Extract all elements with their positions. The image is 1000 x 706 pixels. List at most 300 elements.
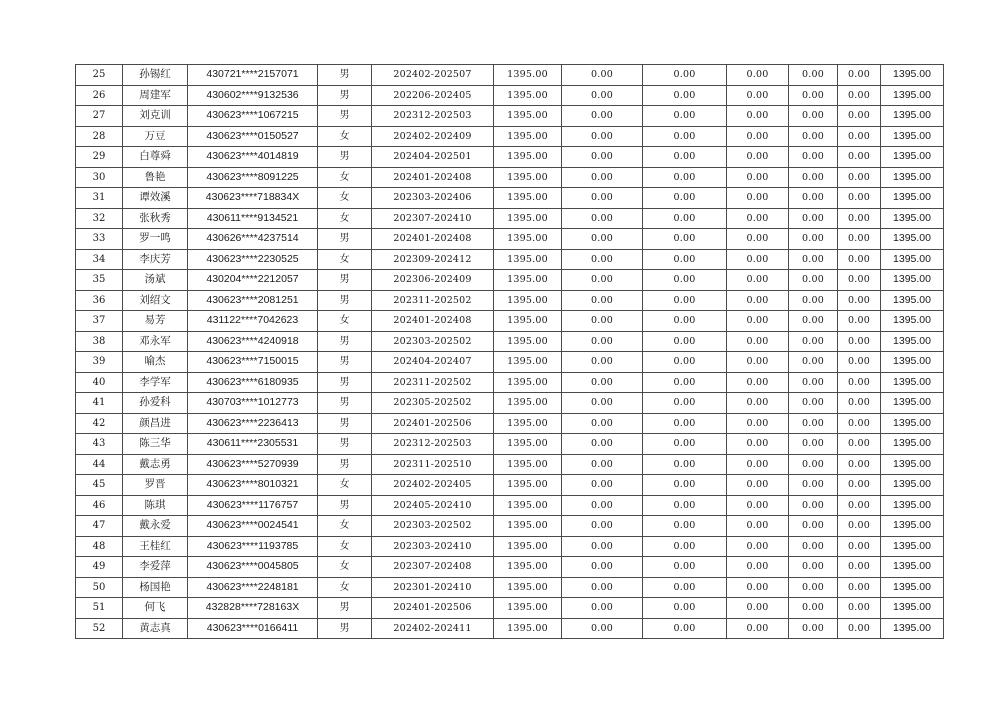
- id-number-cell: 430611****9134521: [188, 208, 318, 229]
- amount-col-b-cell: 0.00: [643, 290, 727, 311]
- amount-col-c-cell: 0.00: [727, 331, 789, 352]
- person-name-cell: 周建军: [123, 85, 188, 106]
- amount-col-c-cell: 0.00: [727, 598, 789, 619]
- amount-col-b-cell: 0.00: [643, 536, 727, 557]
- table-row: [76, 147, 944, 168]
- base-amount-cell: 1395.00: [494, 495, 562, 516]
- amount-col-a-cell: 0.00: [562, 352, 643, 373]
- base-amount-cell: 1395.00: [494, 577, 562, 598]
- gender-cell: 男: [318, 372, 372, 393]
- amount-col-a-cell: 0.00: [562, 454, 643, 475]
- amount-col-e-cell: 0.00: [838, 475, 881, 496]
- amount-col-b-cell: 0.00: [643, 147, 727, 168]
- amount-col-c-cell: 0.00: [727, 495, 789, 516]
- amount-col-b-cell: 0.00: [643, 85, 727, 106]
- amount-col-e-cell: 0.00: [838, 249, 881, 270]
- total-amount-cell: 1395.00: [881, 249, 944, 270]
- subsidy-period-cell: 202306-202409: [372, 270, 494, 291]
- amount-col-e-cell: 0.00: [838, 352, 881, 373]
- id-number-cell: 430623****0045805: [188, 557, 318, 578]
- amount-col-d-cell: 0.00: [789, 618, 838, 639]
- row-number-cell: 30: [76, 167, 123, 188]
- amount-col-d-cell: 0.00: [789, 188, 838, 209]
- subsidy-period-cell: 202401-202408: [372, 167, 494, 188]
- table-row: [76, 372, 944, 393]
- amount-col-b-cell: 0.00: [643, 618, 727, 639]
- person-name-cell: 罗一鸣: [123, 229, 188, 250]
- amount-col-c-cell: 0.00: [727, 618, 789, 639]
- gender-cell: 男: [318, 495, 372, 516]
- amount-col-a-cell: 0.00: [562, 557, 643, 578]
- total-amount-cell: 1395.00: [881, 208, 944, 229]
- table-row: [76, 495, 944, 516]
- gender-cell: 女: [318, 126, 372, 147]
- amount-col-d-cell: 0.00: [789, 495, 838, 516]
- amount-col-c-cell: 0.00: [727, 188, 789, 209]
- row-number-cell: 38: [76, 331, 123, 352]
- base-amount-cell: 1395.00: [494, 208, 562, 229]
- row-number-cell: 33: [76, 229, 123, 250]
- amount-col-a-cell: 0.00: [562, 475, 643, 496]
- id-number-cell: 430623****2248181: [188, 577, 318, 598]
- gender-cell: 男: [318, 598, 372, 619]
- id-number-cell: 430703****1012773: [188, 393, 318, 414]
- subsidy-period-cell: 202311-202510: [372, 454, 494, 475]
- base-amount-cell: 1395.00: [494, 167, 562, 188]
- amount-col-c-cell: 0.00: [727, 106, 789, 127]
- amount-col-d-cell: 0.00: [789, 413, 838, 434]
- gender-cell: 女: [318, 475, 372, 496]
- row-number-cell: 31: [76, 188, 123, 209]
- amount-col-e-cell: 0.00: [838, 331, 881, 352]
- base-amount-cell: 1395.00: [494, 65, 562, 86]
- amount-col-b-cell: 0.00: [643, 229, 727, 250]
- total-amount-cell: 1395.00: [881, 229, 944, 250]
- gender-cell: 男: [318, 147, 372, 168]
- base-amount-cell: 1395.00: [494, 598, 562, 619]
- amount-col-a-cell: 0.00: [562, 85, 643, 106]
- row-number-cell: 28: [76, 126, 123, 147]
- row-number-cell: 26: [76, 85, 123, 106]
- row-number-cell: 32: [76, 208, 123, 229]
- amount-col-a-cell: 0.00: [562, 536, 643, 557]
- amount-col-d-cell: 0.00: [789, 290, 838, 311]
- amount-col-c-cell: 0.00: [727, 311, 789, 332]
- id-number-cell: 430623****0024541: [188, 516, 318, 537]
- gender-cell: 男: [318, 434, 372, 455]
- total-amount-cell: 1395.00: [881, 270, 944, 291]
- base-amount-cell: 1395.00: [494, 516, 562, 537]
- table-row: [76, 126, 944, 147]
- amount-col-c-cell: 0.00: [727, 229, 789, 250]
- id-number-cell: 430623****8091225: [188, 167, 318, 188]
- amount-col-e-cell: 0.00: [838, 126, 881, 147]
- id-number-cell: 430623****4240918: [188, 331, 318, 352]
- base-amount-cell: 1395.00: [494, 454, 562, 475]
- total-amount-cell: 1395.00: [881, 495, 944, 516]
- id-number-cell: 430204****2212057: [188, 270, 318, 291]
- base-amount-cell: 1395.00: [494, 352, 562, 373]
- total-amount-cell: 1395.00: [881, 434, 944, 455]
- subsidy-period-cell: 202309-202412: [372, 249, 494, 270]
- person-name-cell: 王桂红: [123, 536, 188, 557]
- subsidy-period-cell: 202311-202502: [372, 372, 494, 393]
- amount-col-a-cell: 0.00: [562, 126, 643, 147]
- base-amount-cell: 1395.00: [494, 372, 562, 393]
- amount-col-c-cell: 0.00: [727, 126, 789, 147]
- person-name-cell: 白尊舜: [123, 147, 188, 168]
- person-name-cell: 戴志勇: [123, 454, 188, 475]
- base-amount-cell: 1395.00: [494, 126, 562, 147]
- amount-col-a-cell: 0.00: [562, 65, 643, 86]
- amount-col-a-cell: 0.00: [562, 290, 643, 311]
- person-name-cell: 何飞: [123, 598, 188, 619]
- amount-col-b-cell: 0.00: [643, 65, 727, 86]
- base-amount-cell: 1395.00: [494, 413, 562, 434]
- amount-col-e-cell: 0.00: [838, 557, 881, 578]
- person-name-cell: 黄志真: [123, 618, 188, 639]
- row-number-cell: 44: [76, 454, 123, 475]
- amount-col-a-cell: 0.00: [562, 147, 643, 168]
- row-number-cell: 43: [76, 434, 123, 455]
- table-row: [76, 413, 944, 434]
- row-number-cell: 45: [76, 475, 123, 496]
- amount-col-b-cell: 0.00: [643, 577, 727, 598]
- subsidy-period-cell: 202402-202409: [372, 126, 494, 147]
- base-amount-cell: 1395.00: [494, 557, 562, 578]
- gender-cell: 女: [318, 516, 372, 537]
- total-amount-cell: 1395.00: [881, 331, 944, 352]
- amount-col-d-cell: 0.00: [789, 352, 838, 373]
- table-row: [76, 516, 944, 537]
- base-amount-cell: 1395.00: [494, 434, 562, 455]
- amount-col-d-cell: 0.00: [789, 475, 838, 496]
- amount-col-e-cell: 0.00: [838, 393, 881, 414]
- amount-col-b-cell: 0.00: [643, 106, 727, 127]
- subsidy-period-cell: 202401-202506: [372, 598, 494, 619]
- amount-col-b-cell: 0.00: [643, 249, 727, 270]
- amount-col-b-cell: 0.00: [643, 311, 727, 332]
- id-number-cell: 430721****2157071: [188, 65, 318, 86]
- subsidy-period-cell: 202404-202407: [372, 352, 494, 373]
- id-number-cell: 430623****2081251: [188, 290, 318, 311]
- subsidy-period-cell: 202206-202405: [372, 85, 494, 106]
- amount-col-a-cell: 0.00: [562, 577, 643, 598]
- row-number-cell: 27: [76, 106, 123, 127]
- id-number-cell: 430602****9132536: [188, 85, 318, 106]
- amount-col-b-cell: 0.00: [643, 454, 727, 475]
- gender-cell: 女: [318, 249, 372, 270]
- base-amount-cell: 1395.00: [494, 536, 562, 557]
- subsidy-period-cell: 202401-202408: [372, 311, 494, 332]
- amount-col-a-cell: 0.00: [562, 413, 643, 434]
- person-name-cell: 汤斌: [123, 270, 188, 291]
- amount-col-e-cell: 0.00: [838, 454, 881, 475]
- row-number-cell: 50: [76, 577, 123, 598]
- gender-cell: 男: [318, 454, 372, 475]
- id-number-cell: 430623****5270939: [188, 454, 318, 475]
- person-name-cell: 戴永爱: [123, 516, 188, 537]
- total-amount-cell: 1395.00: [881, 454, 944, 475]
- total-amount-cell: 1395.00: [881, 85, 944, 106]
- person-name-cell: 万豆: [123, 126, 188, 147]
- gender-cell: 女: [318, 577, 372, 598]
- amount-col-e-cell: 0.00: [838, 85, 881, 106]
- base-amount-cell: 1395.00: [494, 229, 562, 250]
- gender-cell: 男: [318, 290, 372, 311]
- amount-col-b-cell: 0.00: [643, 126, 727, 147]
- row-number-cell: 49: [76, 557, 123, 578]
- amount-col-b-cell: 0.00: [643, 516, 727, 537]
- gender-cell: 女: [318, 311, 372, 332]
- amount-col-c-cell: 0.00: [727, 208, 789, 229]
- table-row: [76, 65, 944, 86]
- total-amount-cell: 1395.00: [881, 577, 944, 598]
- amount-col-c-cell: 0.00: [727, 577, 789, 598]
- gender-cell: 男: [318, 106, 372, 127]
- subsidy-period-cell: 202402-202411: [372, 618, 494, 639]
- amount-col-c-cell: 0.00: [727, 516, 789, 537]
- amount-col-d-cell: 0.00: [789, 147, 838, 168]
- gender-cell: 女: [318, 188, 372, 209]
- subsidy-period-cell: 202312-202503: [372, 106, 494, 127]
- amount-col-e-cell: 0.00: [838, 311, 881, 332]
- amount-col-a-cell: 0.00: [562, 393, 643, 414]
- amount-col-e-cell: 0.00: [838, 147, 881, 168]
- amount-col-d-cell: 0.00: [789, 372, 838, 393]
- amount-col-c-cell: 0.00: [727, 434, 789, 455]
- amount-col-e-cell: 0.00: [838, 229, 881, 250]
- amount-col-b-cell: 0.00: [643, 331, 727, 352]
- amount-col-a-cell: 0.00: [562, 167, 643, 188]
- amount-col-b-cell: 0.00: [643, 495, 727, 516]
- id-number-cell: 430623****7150015: [188, 352, 318, 373]
- base-amount-cell: 1395.00: [494, 85, 562, 106]
- total-amount-cell: 1395.00: [881, 475, 944, 496]
- subsidy-period-cell: 202303-202502: [372, 516, 494, 537]
- amount-col-b-cell: 0.00: [643, 352, 727, 373]
- gender-cell: 女: [318, 208, 372, 229]
- id-number-cell: 430623****718834X: [188, 188, 318, 209]
- subsidy-period-cell: 202303-202410: [372, 536, 494, 557]
- amount-col-e-cell: 0.00: [838, 270, 881, 291]
- person-name-cell: 陈三华: [123, 434, 188, 455]
- id-number-cell: 430623****6180935: [188, 372, 318, 393]
- id-number-cell: 430611****2305531: [188, 434, 318, 455]
- gender-cell: 男: [318, 393, 372, 414]
- total-amount-cell: 1395.00: [881, 188, 944, 209]
- gender-cell: 男: [318, 413, 372, 434]
- table-row: [76, 557, 944, 578]
- amount-col-d-cell: 0.00: [789, 85, 838, 106]
- table-row: [76, 188, 944, 209]
- amount-col-c-cell: 0.00: [727, 393, 789, 414]
- amount-col-d-cell: 0.00: [789, 65, 838, 86]
- base-amount-cell: 1395.00: [494, 147, 562, 168]
- row-number-cell: 34: [76, 249, 123, 270]
- gender-cell: 男: [318, 352, 372, 373]
- amount-col-c-cell: 0.00: [727, 290, 789, 311]
- amount-col-d-cell: 0.00: [789, 577, 838, 598]
- amount-col-e-cell: 0.00: [838, 577, 881, 598]
- amount-col-b-cell: 0.00: [643, 475, 727, 496]
- amount-col-a-cell: 0.00: [562, 495, 643, 516]
- table-row: [76, 577, 944, 598]
- id-number-cell: 431122****7042623: [188, 311, 318, 332]
- amount-col-d-cell: 0.00: [789, 598, 838, 619]
- person-name-cell: 鲁艳: [123, 167, 188, 188]
- total-amount-cell: 1395.00: [881, 393, 944, 414]
- subsidy-period-cell: 202402-202405: [372, 475, 494, 496]
- person-name-cell: 陈琪: [123, 495, 188, 516]
- person-name-cell: 谭效溪: [123, 188, 188, 209]
- amount-col-c-cell: 0.00: [727, 372, 789, 393]
- roster-body: [76, 65, 944, 639]
- gender-cell: 男: [318, 65, 372, 86]
- total-amount-cell: 1395.00: [881, 557, 944, 578]
- row-number-cell: 37: [76, 311, 123, 332]
- row-number-cell: 41: [76, 393, 123, 414]
- table-row: [76, 311, 944, 332]
- amount-col-d-cell: 0.00: [789, 536, 838, 557]
- amount-col-b-cell: 0.00: [643, 598, 727, 619]
- table-row: [76, 270, 944, 291]
- total-amount-cell: 1395.00: [881, 352, 944, 373]
- id-number-cell: 430623****0150527: [188, 126, 318, 147]
- amount-col-d-cell: 0.00: [789, 229, 838, 250]
- amount-col-d-cell: 0.00: [789, 557, 838, 578]
- table-row: [76, 475, 944, 496]
- id-number-cell: 430623****1176757: [188, 495, 318, 516]
- table-row: [76, 167, 944, 188]
- subsidy-period-cell: 202305-202502: [372, 393, 494, 414]
- subsidy-period-cell: 202301-202410: [372, 577, 494, 598]
- row-number-cell: 52: [76, 618, 123, 639]
- person-name-cell: 喻杰: [123, 352, 188, 373]
- amount-col-e-cell: 0.00: [838, 618, 881, 639]
- gender-cell: 女: [318, 557, 372, 578]
- amount-col-d-cell: 0.00: [789, 167, 838, 188]
- amount-col-c-cell: 0.00: [727, 536, 789, 557]
- subsidy-period-cell: 202307-202410: [372, 208, 494, 229]
- total-amount-cell: 1395.00: [881, 147, 944, 168]
- base-amount-cell: 1395.00: [494, 331, 562, 352]
- table-row: [76, 85, 944, 106]
- amount-col-c-cell: 0.00: [727, 270, 789, 291]
- amount-col-b-cell: 0.00: [643, 167, 727, 188]
- amount-col-d-cell: 0.00: [789, 434, 838, 455]
- gender-cell: 女: [318, 167, 372, 188]
- amount-col-d-cell: 0.00: [789, 454, 838, 475]
- amount-col-b-cell: 0.00: [643, 208, 727, 229]
- amount-col-b-cell: 0.00: [643, 270, 727, 291]
- amount-col-a-cell: 0.00: [562, 188, 643, 209]
- id-number-cell: 430623****8010321: [188, 475, 318, 496]
- table-row: [76, 352, 944, 373]
- amount-col-e-cell: 0.00: [838, 372, 881, 393]
- amount-col-c-cell: 0.00: [727, 249, 789, 270]
- table-row: [76, 598, 944, 619]
- gender-cell: 男: [318, 618, 372, 639]
- subsidy-period-cell: 202311-202502: [372, 290, 494, 311]
- amount-col-a-cell: 0.00: [562, 598, 643, 619]
- amount-col-a-cell: 0.00: [562, 229, 643, 250]
- table-row: [76, 434, 944, 455]
- person-name-cell: 易芳: [123, 311, 188, 332]
- row-number-cell: 35: [76, 270, 123, 291]
- amount-col-a-cell: 0.00: [562, 249, 643, 270]
- subsidy-period-cell: 202303-202502: [372, 331, 494, 352]
- amount-col-c-cell: 0.00: [727, 454, 789, 475]
- amount-col-a-cell: 0.00: [562, 434, 643, 455]
- row-number-cell: 42: [76, 413, 123, 434]
- amount-col-e-cell: 0.00: [838, 65, 881, 86]
- amount-col-e-cell: 0.00: [838, 208, 881, 229]
- total-amount-cell: 1395.00: [881, 598, 944, 619]
- total-amount-cell: 1395.00: [881, 65, 944, 86]
- subsidy-period-cell: 202401-202408: [372, 229, 494, 250]
- amount-col-e-cell: 0.00: [838, 167, 881, 188]
- table-row: [76, 331, 944, 352]
- amount-col-b-cell: 0.00: [643, 188, 727, 209]
- amount-col-d-cell: 0.00: [789, 331, 838, 352]
- id-number-cell: 430623****4014819: [188, 147, 318, 168]
- gender-cell: 男: [318, 85, 372, 106]
- row-number-cell: 46: [76, 495, 123, 516]
- total-amount-cell: 1395.00: [881, 167, 944, 188]
- amount-col-e-cell: 0.00: [838, 413, 881, 434]
- gender-cell: 男: [318, 229, 372, 250]
- row-number-cell: 29: [76, 147, 123, 168]
- amount-col-b-cell: 0.00: [643, 413, 727, 434]
- base-amount-cell: 1395.00: [494, 618, 562, 639]
- amount-col-d-cell: 0.00: [789, 393, 838, 414]
- amount-col-b-cell: 0.00: [643, 372, 727, 393]
- table-row: [76, 249, 944, 270]
- total-amount-cell: 1395.00: [881, 516, 944, 537]
- total-amount-cell: 1395.00: [881, 618, 944, 639]
- amount-col-e-cell: 0.00: [838, 598, 881, 619]
- person-name-cell: 罗晋: [123, 475, 188, 496]
- amount-col-b-cell: 0.00: [643, 557, 727, 578]
- id-number-cell: 430623****1067215: [188, 106, 318, 127]
- amount-col-e-cell: 0.00: [838, 434, 881, 455]
- base-amount-cell: 1395.00: [494, 311, 562, 332]
- base-amount-cell: 1395.00: [494, 393, 562, 414]
- table-row: [76, 618, 944, 639]
- person-name-cell: 孙爱科: [123, 393, 188, 414]
- total-amount-cell: 1395.00: [881, 106, 944, 127]
- amount-col-c-cell: 0.00: [727, 147, 789, 168]
- amount-col-b-cell: 0.00: [643, 434, 727, 455]
- total-amount-cell: 1395.00: [881, 413, 944, 434]
- table-row: [76, 536, 944, 557]
- person-name-cell: 颜昌进: [123, 413, 188, 434]
- amount-col-c-cell: 0.00: [727, 475, 789, 496]
- amount-col-e-cell: 0.00: [838, 290, 881, 311]
- gender-cell: 男: [318, 331, 372, 352]
- person-name-cell: 孙锡红: [123, 65, 188, 86]
- row-number-cell: 36: [76, 290, 123, 311]
- table-row: [76, 229, 944, 250]
- total-amount-cell: 1395.00: [881, 536, 944, 557]
- base-amount-cell: 1395.00: [494, 290, 562, 311]
- id-number-cell: 432828****728163X: [188, 598, 318, 619]
- amount-col-c-cell: 0.00: [727, 352, 789, 373]
- subsidy-roster-table: [75, 64, 944, 639]
- base-amount-cell: 1395.00: [494, 270, 562, 291]
- row-number-cell: 48: [76, 536, 123, 557]
